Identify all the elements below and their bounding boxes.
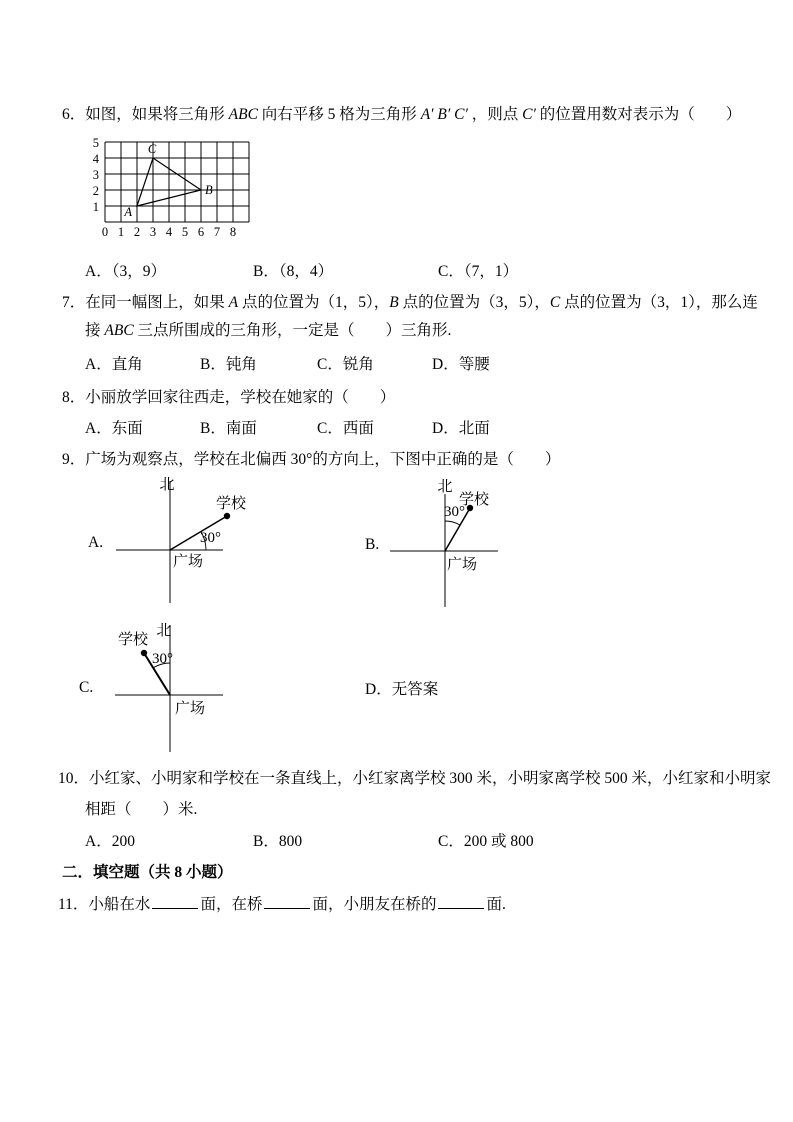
x-axis-label: 7 [213,225,221,239]
north-label: 北 [156,623,172,639]
q7-option-c: C．锐角 [317,356,374,373]
q6-option-a: A．（3，9） [85,263,166,280]
q9-option-d: D．无答案 [365,681,439,698]
q9-figure-b-letter: B. [365,536,380,553]
x-axis-label: 8 [229,225,237,239]
q9-figure-c [100,617,280,757]
q8-option-b: B．南面 [200,420,257,437]
angle-arc [445,521,460,525]
x-axis-label: 4 [165,225,173,239]
plaza-label: 广场 [173,554,204,570]
question-10-stem-line2: 相距（ ）米. [85,801,198,818]
y-axis-label: 4 [92,152,99,166]
angle-label: 30° [152,651,173,667]
question-6-stem: 6．如图，如果将三角形 ABC 向右平移 5 格为三角形 A′ B′ C′ ，则点 C′ 的位置用数对表示为（ ） [62,106,742,123]
q6-option-c: C．（7，1） [438,263,519,280]
question-8-stem: 8．小丽放学回家往西走，学校在她家的（ ） [62,389,396,406]
x-axis-label: 2 [133,225,141,239]
fill-in-blank [264,893,310,909]
vertex-label-c: C [147,142,157,156]
question-7-stem-line1: 7．在同一幅图上，如果 A 点的位置为（1，5），B 点的位置为（3，5），C 点的位置为（3，1），那么连 [62,294,758,311]
q6-option-b: B．（8，4） [253,263,334,280]
y-axis-label: 3 [92,168,99,182]
question-10-stem-line1: 10．小红家、小明家和学校在一条直线上，小红家离学校 300 米，小明家离学校 500 米，小红家和小明家 [58,770,772,787]
fill-in-blank [152,893,198,909]
school-label: 学校 [118,632,149,648]
angle-label: 30° [200,530,221,546]
section-2-header: 二．填空题（共 8 小题） [62,864,233,881]
q8-option-d: D．北面 [432,420,490,437]
question-9-stem: 9．广场为观察点，学校在北偏西 30°的方向上，下图中正确的是（ ） [62,451,561,468]
x-axis-label: 1 [117,225,125,239]
q9-figure-c-letter: C. [79,679,94,696]
fill-in-blank [438,893,484,909]
q9-figure-b [385,470,515,610]
q8-option-c: C．西面 [317,420,374,437]
x-axis-label: 3 [149,225,157,239]
q7-option-d: D．等腰 [432,356,490,373]
x-axis-label: 6 [197,225,205,239]
y-axis-label: 1 [92,200,99,214]
plaza-label: 广场 [175,701,206,717]
q10-option-c: C．200 或 800 [438,833,534,850]
question-11-stem: 11．小船在水 面，在桥 面，小朋友在桥的 面. [58,892,506,914]
north-label: 北 [437,479,453,495]
north-label: 北 [159,477,175,493]
question-7-stem-line2: 接 ABC 三点所围成的三角形，一定是（ ）三角形. [85,322,452,339]
q9-figure-a-letter: A. [88,534,104,551]
q10-option-a: A．200 [85,833,135,850]
q7-option-b: B．钝角 [200,356,257,373]
angle-label: 30° [444,504,465,520]
y-axis-label: 5 [92,136,99,150]
plaza-label: 广场 [447,557,478,573]
q8-option-a: A．东面 [85,420,143,437]
vertex-label-b: B [205,183,213,197]
q6-grid-figure [86,134,266,242]
q10-option-b: B．800 [253,833,303,850]
school-label: 学校 [216,496,247,512]
school-point [141,650,147,656]
x-axis-label: 5 [181,225,189,239]
q9-figure-a [100,470,280,610]
x-axis-label: 0 [101,225,109,239]
q7-option-a: A．直角 [85,356,143,373]
y-axis-label: 2 [92,184,99,198]
school-point [224,513,230,519]
vertex-label-a: A [124,205,132,219]
school-label: 学校 [459,492,490,508]
